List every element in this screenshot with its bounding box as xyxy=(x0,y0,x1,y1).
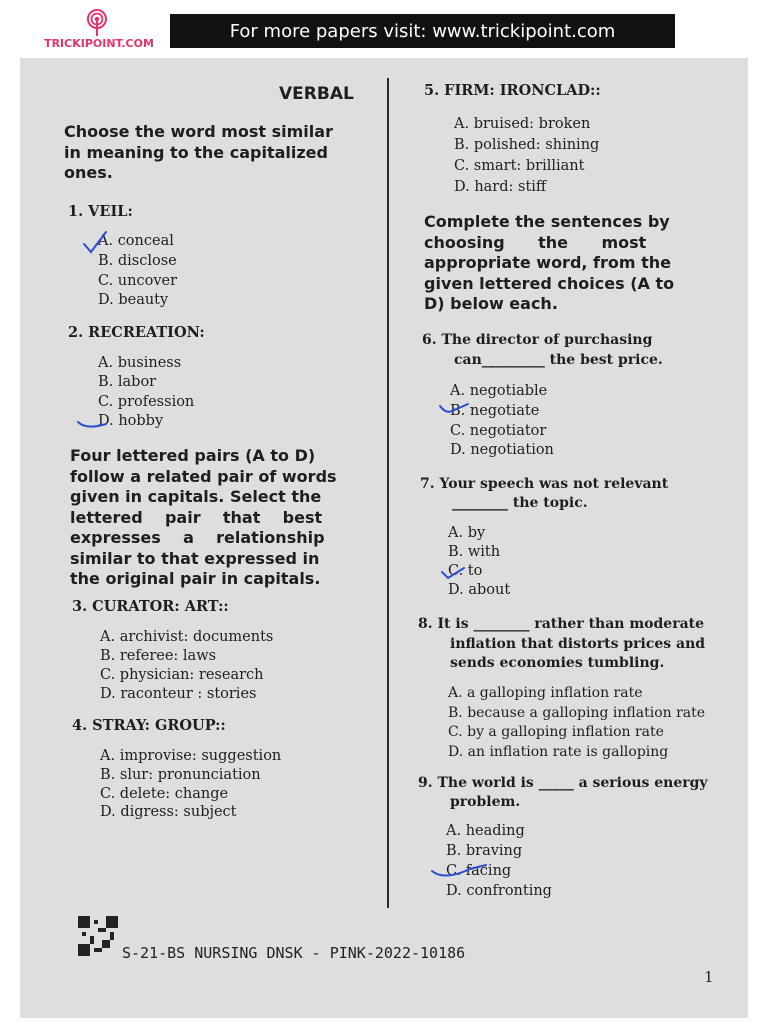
broadcast-icon xyxy=(82,8,112,38)
q8-option-b[interactable]: B. because a galloping inflation rate xyxy=(448,705,706,721)
q5-option-c[interactable]: C. smart: brilliant xyxy=(454,158,585,174)
q2-option-d[interactable]: D. hobby xyxy=(98,413,164,429)
exam-paper xyxy=(20,58,748,1018)
qr-code-icon xyxy=(78,916,118,956)
question-7-prompt-line-1: 7. Your speech was not relevant xyxy=(420,476,669,492)
q1-option-c[interactable]: C. uncover xyxy=(98,273,178,289)
q6-option-a[interactable]: A. negotiable xyxy=(450,383,548,399)
q1-answer-tick-icon xyxy=(80,228,120,258)
question-9-prompt-line-2: problem. xyxy=(450,794,521,810)
q1-option-a[interactable]: A. conceal xyxy=(98,233,174,249)
q7-option-c[interactable]: C. to xyxy=(448,563,483,579)
q4-option-c[interactable]: C. delete: change xyxy=(100,786,229,802)
instruction-complete-sentences: Complete the sentences by choosing the most appropriate word, from the given lettered choices (A to D) below each. xyxy=(424,212,675,313)
question-3-prompt: 3. CURATOR: ART:: xyxy=(72,598,229,615)
q1-option-b[interactable]: B. disclose xyxy=(98,253,177,269)
q5-option-a[interactable]: A. bruised: broken xyxy=(454,116,591,132)
question-6-prompt-line-1: 6. The director of purchasing xyxy=(422,332,653,348)
q5-option-b[interactable]: B. polished: shining xyxy=(454,137,600,153)
paper-code: S-21-BS NURSING DNSK - PINK-2022-10186 xyxy=(122,944,466,962)
question-9-prompt-line-1: 9. The world is _____ a serious energy xyxy=(418,775,708,791)
q6-option-b[interactable]: B. negotiate xyxy=(450,403,540,419)
q7-option-a[interactable]: A. by xyxy=(448,525,486,541)
q2-option-b[interactable]: B. labor xyxy=(98,374,157,390)
q5-option-d[interactable]: D. hard: stiff xyxy=(454,179,547,195)
q1-option-d[interactable]: D. beauty xyxy=(98,292,169,308)
q2-option-c[interactable]: C. profession xyxy=(98,394,195,410)
column-divider xyxy=(387,78,389,908)
q6-option-c[interactable]: C. negotiator xyxy=(450,423,547,439)
trickipoint-logo[interactable] xyxy=(40,8,158,52)
site-header xyxy=(0,0,768,56)
q3-option-a[interactable]: A. archivist: documents xyxy=(100,629,274,645)
q8-option-a[interactable]: A. a galloping inflation rate xyxy=(448,685,643,701)
q7-option-b[interactable]: B. with xyxy=(448,544,501,560)
q4-option-d[interactable]: D. digress: subject xyxy=(100,804,237,820)
question-7-prompt-line-2: ________ the topic. xyxy=(452,495,588,511)
logo-text: TRICKIPOINT.COM xyxy=(44,37,154,50)
q4-option-b[interactable]: B. slur: pronunciation xyxy=(100,767,261,783)
question-8-prompt-line-3: sends economies tumbling. xyxy=(450,655,665,671)
q7-option-d[interactable]: D. about xyxy=(448,582,511,598)
q2-answer-mark-icon xyxy=(76,416,116,432)
q9-option-b[interactable]: B. braving xyxy=(446,843,523,859)
q9-option-c[interactable]: C. facing xyxy=(446,863,512,879)
q3-option-c[interactable]: C. physician: research xyxy=(100,667,264,683)
question-8-prompt-line-1: 8. It is ________ rather than moderate xyxy=(418,616,705,632)
q6-answer-mark-icon xyxy=(438,402,478,420)
q9-option-a[interactable]: A. heading xyxy=(446,823,525,839)
q6-option-d[interactable]: D. negotiation xyxy=(450,442,554,458)
page-number: 1 xyxy=(704,968,714,986)
promo-banner[interactable]: For more papers visit: www.trickipoint.com xyxy=(170,14,675,48)
question-1-prompt: 1. VEIL: xyxy=(68,203,133,220)
q9-answer-mark-icon xyxy=(430,863,490,883)
q8-option-d[interactable]: D. an inflation rate is galloping xyxy=(448,744,669,760)
question-6-prompt-line-2: can_________ the best price. xyxy=(454,352,663,368)
q9-option-d[interactable]: D. confronting xyxy=(446,883,552,899)
question-5-prompt: 5. FIRM: IRONCLAD:: xyxy=(424,82,601,99)
instruction-similar-meaning: Choose the word most similar in meaning to the capitalized ones. xyxy=(64,122,333,182)
q7-answer-tick-icon xyxy=(440,563,483,582)
q3-option-d[interactable]: D. raconteur : stories xyxy=(100,686,257,702)
question-2-prompt: 2. RECREATION: xyxy=(68,324,205,341)
q8-option-c[interactable]: C. by a galloping inflation rate xyxy=(448,724,664,740)
q3-option-b[interactable]: B. referee: laws xyxy=(100,648,217,664)
question-4-prompt: 4. STRAY: GROUP:: xyxy=(72,717,226,734)
q4-option-a[interactable]: A. improvise: suggestion xyxy=(100,748,282,764)
instruction-analogy: Four lettered pairs (A to D) follow a related pair of words given in capitals. Select the lettered pair that best expresses a relationship similar to that expressed in the original pair in capitals. xyxy=(70,446,337,588)
section-title: VERBAL xyxy=(279,84,354,104)
q2-option-a[interactable]: A. business xyxy=(98,355,182,371)
question-8-prompt-line-2: inflation that distorts prices and xyxy=(450,636,706,652)
